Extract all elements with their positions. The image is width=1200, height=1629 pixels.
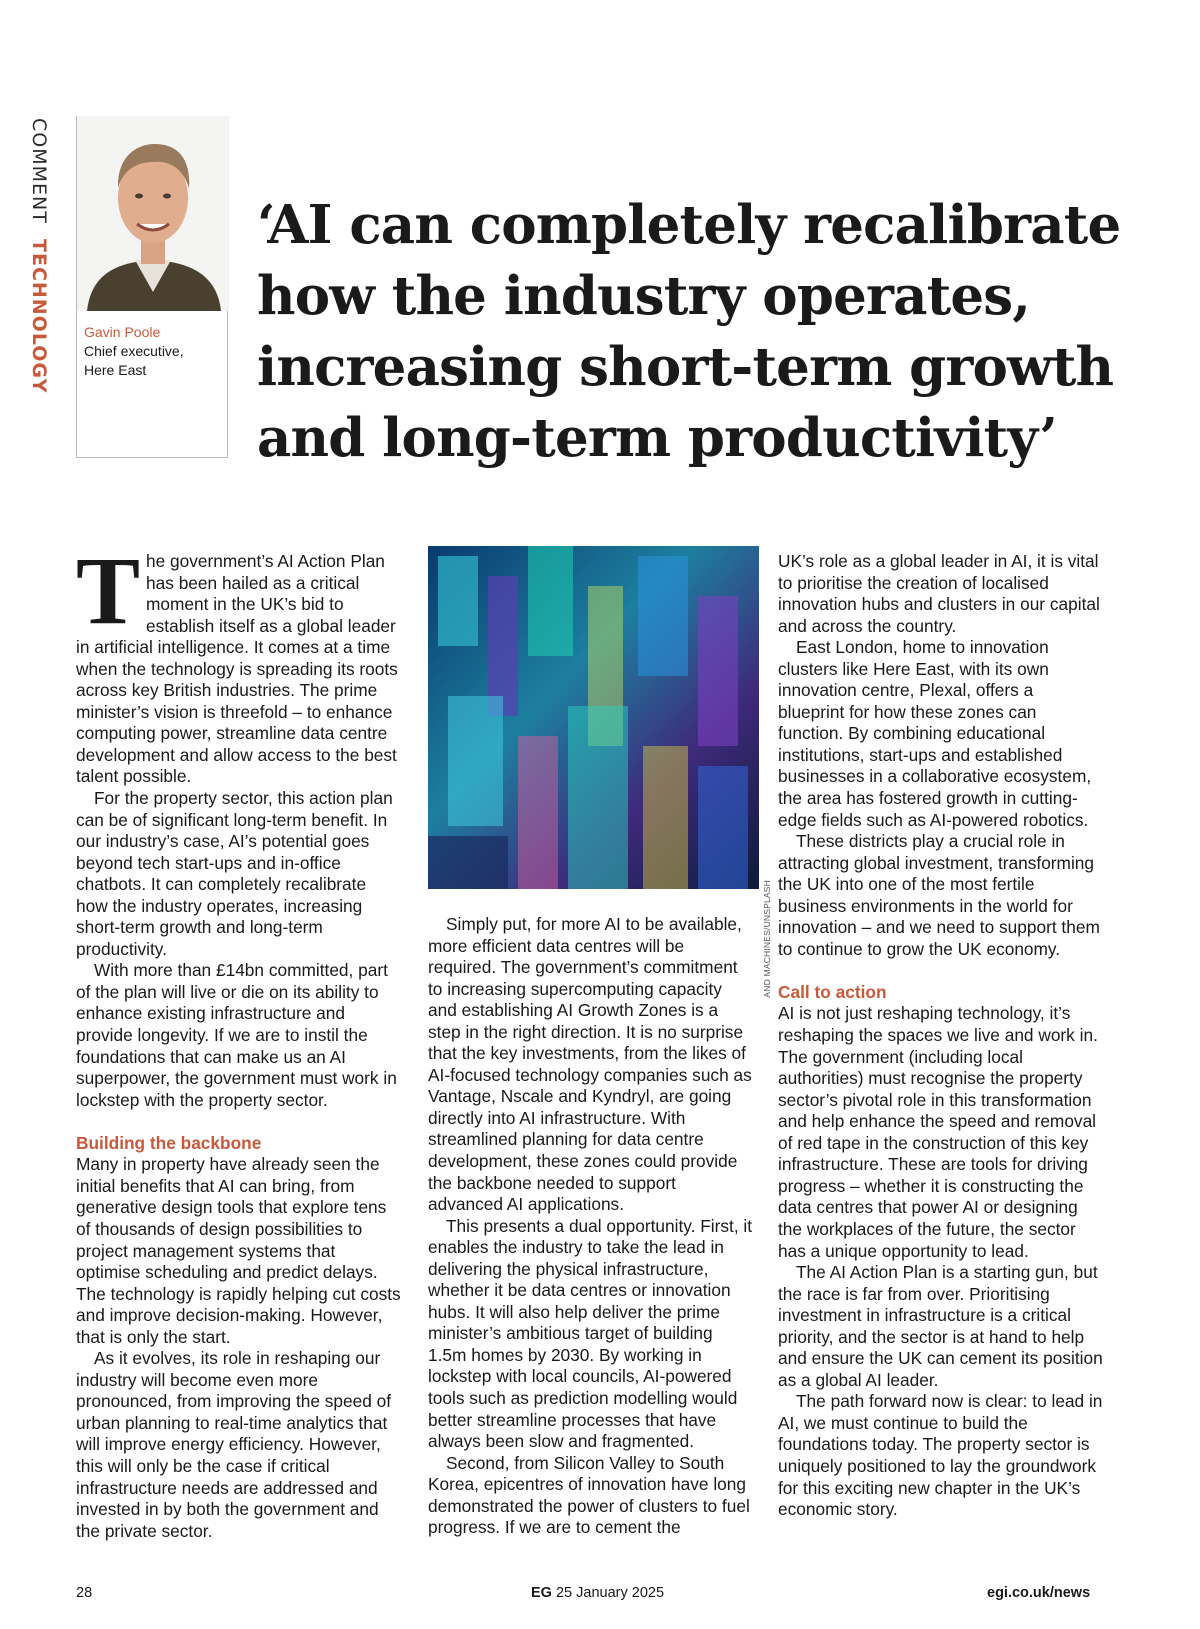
section-topic: TECHNOLOGY bbox=[28, 238, 50, 394]
section-label: COMMENT bbox=[28, 118, 50, 224]
body-paragraph: Many in property have already seen the initial benefits that AI can bring, from generative design tools that explore tens of thousands of design possibilities to project management systems that optimise scheduling and predict delays. The technology is rapidly helping cut costs and improve decision-making. However, that is only the start. bbox=[76, 1154, 401, 1347]
publication-name: EG bbox=[531, 1585, 552, 1601]
issue-date: 25 January 2025 bbox=[555, 1585, 665, 1601]
photo-credit: AND MACHINES/UNSPLASH bbox=[762, 880, 772, 998]
body-paragraph: UK’s role as a global leader in AI, it is vital to prioritise the creation of localised innovation hubs and clusters in our capital and across the country. bbox=[778, 551, 1100, 636]
abstract-blocks-image bbox=[428, 546, 759, 889]
author-role-line1: Chief executive, bbox=[84, 343, 184, 359]
body-paragraph: The path forward now is clear: to lead in AI, we must continue to build the foundations today. The property sector is uniquely positioned to lay the groundwork for this exciting new chapter in the UK’s economic story. bbox=[778, 1391, 1103, 1520]
body-paragraph: Simply put, for more AI to be available, more efficient data centres will be required. The government’s commitment to increasing supercomputing capacity and establishing AI Growth Zones is a step in the right direction. It is no surprise that the key investments, from the likes of AI-focused technology companies such as Vantage, Nscale and Kyndryl, are going directly into AI infrastructure. With streamlined planning for data centre development, these zones could provide the backbone needed to support advanced AI applications. bbox=[428, 914, 752, 1215]
body-paragraph: With more than £14bn committed, part of the plan will live or die on its ability to enhance existing infrastructure and provide longevity. If we are to instil the foundations that can make us an AI superpower, the government must work in lockstep with the property sector. bbox=[76, 960, 397, 1110]
author-role-line2: Here East bbox=[84, 362, 147, 378]
column-3 bbox=[778, 551, 1103, 1521]
footer-publication bbox=[531, 1585, 664, 1601]
article-image bbox=[428, 546, 759, 889]
author-box bbox=[76, 116, 228, 458]
intro-paragraph bbox=[76, 537, 401, 788]
body-paragraph: The AI Action Plan is a starting gun, but the race is far from over. Prioritising investment in infrastructure is a critical priority, and the sector is at hand to help and ensure the UK can cement its position as a global AI leader. bbox=[778, 1262, 1103, 1390]
author-name: Gavin Poole bbox=[84, 324, 161, 340]
body-paragraph: Second, from Silicon Valley to South Korea, epicentres of innovation have long demonstrated the power of clusters to fuel progress. If we are to cement the bbox=[428, 1452, 750, 1538]
author-role bbox=[84, 342, 224, 380]
body-paragraph: This presents a dual opportunity. First, it enables the industry to take the lead in delivering the physical infrastructure, whether it be data centres or innovation hubs. It will also help deliver the prime minister’s ambitious target of building 1.5m homes by 2030. By working in lockstep with local councils, AI-powered tools such as prediction modelling would better streamline processes that have always been slow and fragmented. bbox=[428, 1215, 753, 1452]
body-paragraph: For the property sector, this action plan can be of significant long-term benefit. In our industry’s case, AI’s potential goes beyond tech start-ups and in-office chatbots. It can completely recalibrate how the industry operates, increasing short-term growth and long-term productivity. bbox=[76, 788, 393, 959]
footer-url[interactable]: egi.co.uk/news bbox=[987, 1585, 1091, 1601]
body-paragraph: As it evolves, its role in reshaping our industry will become even more pronounced, from improving the speed of urban planning to real-time analytics that will improve energy efficiency. However, this will only be the case if critical infrastructure needs are addressed and invested in by both the government and the private sector. bbox=[76, 1348, 392, 1541]
headline: ‘AI can completely recalibrate how the industry operates, increasing short-term growth and long-term productivity’ bbox=[257, 194, 1121, 469]
intro-text: he government’s AI Action Plan has been hailed as a critical moment in the UK’s bid to establish itself as a global leader in artificial intelligence. It comes at a time when the technology is spreading its roots across key British industries. The prime minister’s vision is threefold – to enhance computing power, streamline data centre development and allow access to the best talent possible. bbox=[76, 551, 398, 787]
author-portrait-image bbox=[77, 116, 229, 311]
body-paragraph: These districts play a crucial role in attracting global investment, transforming the UK into one of the most fertile business environments in the world for innovation – and we need to support them to continue to grow the UK economy. bbox=[778, 831, 1100, 959]
column-1 bbox=[76, 537, 401, 1542]
subheading-building-the-backbone: Building the backbone bbox=[76, 1132, 262, 1153]
section-tag bbox=[28, 118, 50, 393]
column-2 bbox=[428, 914, 753, 1539]
subheading-call-to-action: Call to action bbox=[778, 981, 887, 1002]
body-paragraph: East London, home to innovation clusters like Here East, with its own innovation centre, Plexal, offers a blueprint for how these zones can function. By combining educational institutions, start-ups and established businesses in a collaborative ecosystem, the area has fostered growth in cutting-edge fields such as AI-powered robotics. bbox=[778, 637, 1092, 830]
body-paragraph: AI is not just reshaping technology, it’s reshaping the spaces we live and work in. The government (including local authorities) must recognise the property sector’s pivotal role in this transformation and help enhance the speed and removal of red tape in the construction of this key infrastructure. These are tools for driving progress – whether it is constructing the data centres that power AI or designing the workplaces of the future, the sector has a unique opportunity to lead. bbox=[778, 1003, 1098, 1261]
author-portrait bbox=[77, 116, 229, 311]
drop-cap: T bbox=[76, 537, 141, 644]
page-number: 28 bbox=[76, 1585, 93, 1601]
